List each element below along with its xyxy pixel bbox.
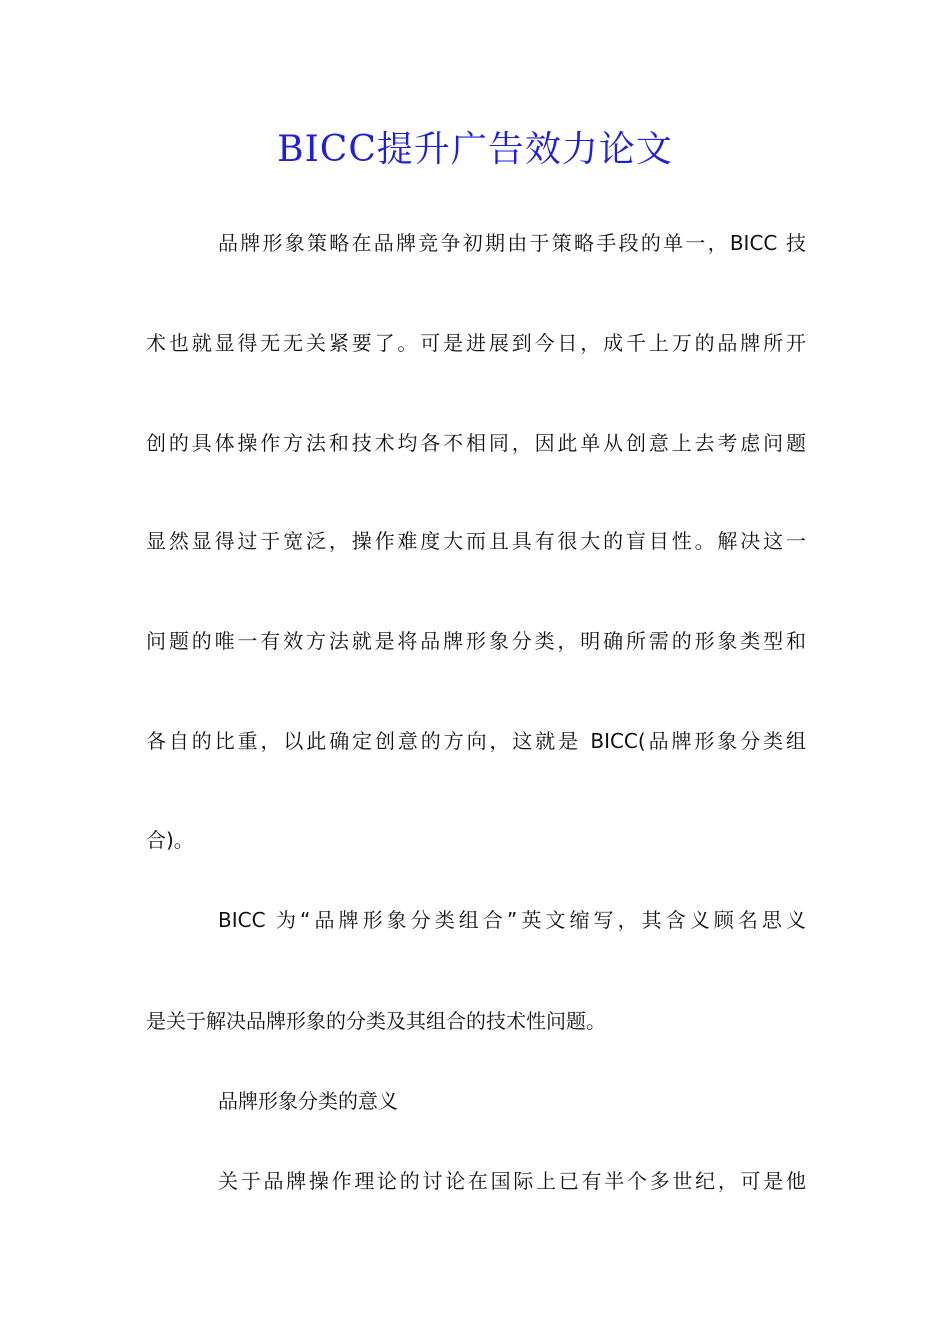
paragraph-3-line-1: 关于品牌操作理论的讨论在国际上已有半个多世纪，可是他 — [218, 1169, 806, 1193]
paragraph-1-line-7: 合)。 — [146, 828, 194, 852]
paragraph-1-line-2: 术也就显得无无关紧要了。可是进展到今日，成千上万的品牌所开 — [146, 331, 806, 355]
paragraph-1-line-6: 各自的比重，以此确定创意的方向，这就是 BICC(品牌形象分类组 — [146, 729, 806, 753]
document-title: BICC提升广告效力论文 — [277, 129, 673, 170]
paragraph-2-line-1: BICC 为“品牌形象分类组合”英文缩写，其含义顾名思义 — [218, 908, 806, 932]
section-heading: 品牌形象分类的意义 — [218, 1089, 398, 1113]
paragraph-1-line-3: 创的具体操作方法和技术均各不相同，因此单从创意上去考虑问题 — [146, 431, 806, 455]
paragraph-1-line-4: 显然显得过于宽泛，操作难度大而且具有很大的盲目性。解决这一 — [146, 529, 806, 553]
paragraph-1-line-1: 品牌形象策略在品牌竞争初期由于策略手段的单一，BICC 技 — [218, 231, 806, 255]
paragraph-1-line-5: 问题的唯一有效方法就是将品牌形象分类，明确所需的形象类型和 — [146, 629, 806, 653]
paragraph-2-line-2: 是关于解决品牌形象的分类及其组合的技术性问题。 — [146, 1009, 606, 1033]
